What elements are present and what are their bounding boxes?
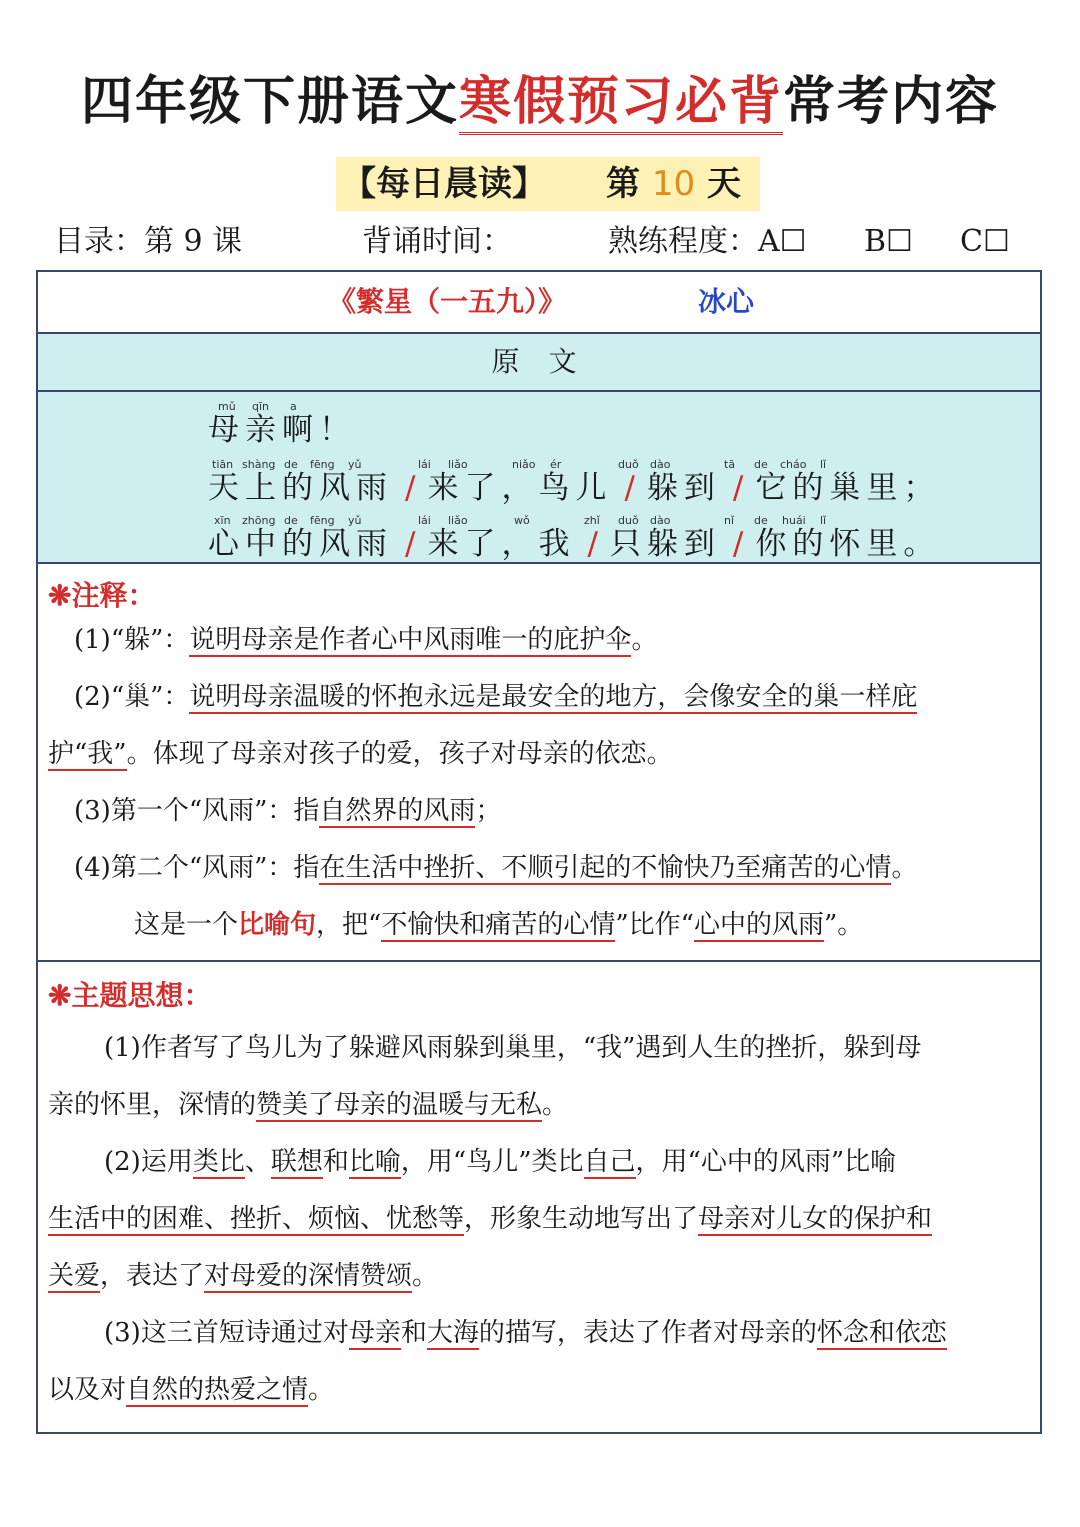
pinyin: huái	[782, 514, 806, 527]
theme-text: 和	[400, 1318, 427, 1348]
theme-text: 对母爱的深情赞颂	[204, 1261, 413, 1291]
poem-segment: 它的巢里；	[755, 470, 941, 506]
poem-author: 冰心	[698, 285, 755, 318]
note-text: 在生活中挫折、不顺引起的不愉快乃至痛苦的心情	[319, 853, 892, 883]
note-label: (1)“躲”：	[74, 625, 190, 655]
theme-text: 母亲对儿女的保护和	[698, 1204, 933, 1234]
day-counter	[606, 164, 741, 204]
poem-segment: 来了，我	[427, 526, 576, 562]
theme-heading: ❋主题思想：	[48, 979, 212, 1012]
note-label: (3)第一个“风雨”：指	[74, 796, 320, 826]
theme-section	[38, 962, 1040, 1434]
pinyin: duǒ	[618, 458, 639, 471]
pinyin: dào	[650, 514, 671, 527]
pinyin: lǐ	[820, 514, 827, 527]
pinyin: de	[284, 514, 298, 527]
theme-text: 大海	[426, 1318, 479, 1348]
note-2	[74, 679, 917, 715]
theme-text: ，表达了	[100, 1261, 205, 1291]
theme-text: 怀念和依恋	[816, 1318, 947, 1348]
pinyin: a	[290, 400, 297, 413]
pinyin: liǎo	[448, 514, 468, 527]
pause-slash: /	[732, 526, 744, 562]
theme-2-line-3	[48, 1258, 438, 1294]
note-text: 护“我”	[48, 739, 127, 769]
poem-segment: 你的怀里。	[755, 526, 941, 562]
note-text: 说明母亲温暖的怀抱永远是最安全的地方，会像安全的巢一样庇	[189, 682, 918, 712]
theme-text: 关爱	[48, 1261, 101, 1291]
pinyin: shàng	[242, 458, 276, 471]
pinyin: tiān	[212, 458, 234, 471]
theme-text: 和	[322, 1147, 349, 1177]
theme-text: 联想	[270, 1147, 323, 1177]
daily-label: 【每日晨读】	[342, 164, 546, 204]
theme-text: 类比	[192, 1147, 245, 1177]
note-4	[74, 850, 917, 886]
pinyin: fēng	[310, 458, 335, 471]
original-text-header: 原 文	[38, 334, 1040, 392]
pinyin: mǔ	[218, 400, 236, 413]
theme-text: (3)这三首短诗通过对	[104, 1318, 349, 1348]
pinyin: yǔ	[348, 458, 362, 471]
pinyin: xīn	[214, 514, 231, 527]
theme-text: ，用“鸟儿”类比	[400, 1147, 584, 1177]
pause-slash: /	[732, 470, 744, 506]
theme-1-line-2	[48, 1087, 568, 1123]
poem-title: 《繁星（一五九）》	[328, 285, 567, 318]
poem-segment: 只躲到	[609, 526, 721, 562]
theme-text: 亲的怀里，深情的	[48, 1090, 257, 1120]
pinyin: duǒ	[618, 514, 639, 527]
pause-slash: /	[624, 470, 635, 506]
poem-line-1: 母亲啊！	[208, 412, 356, 448]
pinyin: zhǐ	[584, 514, 600, 527]
catalog: 目录：第 9 课	[54, 224, 243, 259]
theme-text: 的描写，表达了作者对母亲的	[478, 1318, 817, 1348]
pinyin: liǎo	[448, 458, 468, 471]
note-label: (2)“巢”：	[74, 682, 190, 712]
pinyin: wǒ	[514, 514, 530, 527]
note-5	[134, 907, 863, 943]
title-part-1: 四年级下册语文	[80, 71, 459, 132]
note-label: (4)第二个“风雨”：指	[74, 853, 320, 883]
theme-text: 自然的热爱之情	[126, 1375, 309, 1405]
poem-segment: 躲到	[646, 470, 721, 506]
theme-text: 自己	[583, 1147, 636, 1177]
note-1	[74, 622, 657, 658]
notes-section	[38, 564, 1040, 962]
title-part-3: 常考内容	[783, 71, 1000, 132]
theme-text: 比喻	[348, 1147, 401, 1177]
poem-title-row	[38, 272, 1040, 334]
note-text: 说明母亲是作者心中风雨唯一的庇护伞	[189, 625, 632, 655]
pinyin: cháo	[780, 458, 807, 471]
poem-segment: 来了，鸟儿	[427, 470, 613, 506]
daily-reading-banner	[336, 157, 760, 211]
note-text: ”比作“	[615, 910, 694, 940]
theme-text: 生活中的困难、挫折、烦恼、忧愁等	[48, 1204, 465, 1234]
proficiency-option-a[interactable]: 熟练程度：A☐	[608, 224, 807, 259]
note-text: ”。	[823, 910, 864, 940]
pinyin: ér	[550, 458, 562, 471]
page-title	[0, 66, 1080, 138]
pinyin: qīn	[252, 400, 270, 413]
theme-text: 赞美了母亲的温暖与无私	[256, 1090, 543, 1120]
pinyin: de	[284, 458, 298, 471]
day-number: 10	[651, 164, 696, 204]
pinyin: lái	[418, 514, 431, 527]
note-2-cont	[48, 736, 673, 772]
theme-text: 。	[412, 1261, 439, 1291]
title-highlight: 寒假预习必背	[459, 71, 783, 135]
theme-text: 母亲	[348, 1318, 401, 1348]
proficiency-option-c[interactable]: C☐	[960, 224, 1010, 259]
note-text: 这是一个	[134, 910, 239, 940]
pinyin: lái	[418, 458, 431, 471]
theme-text: ，用“心中的风雨”比喻	[635, 1147, 897, 1177]
pinyin: nǐ	[724, 514, 735, 527]
poem-body	[38, 392, 1040, 564]
content-box	[36, 270, 1042, 1434]
pinyin: lǐ	[820, 458, 827, 471]
theme-2-line-2	[48, 1201, 932, 1237]
theme-2-line-1	[104, 1144, 896, 1180]
pinyin: dào	[650, 458, 671, 471]
pause-slash: /	[405, 470, 416, 506]
recite-time: 背诵时间：	[362, 224, 512, 259]
note-punct: 。	[891, 853, 918, 883]
theme-text: 、	[244, 1147, 271, 1177]
theme-text: ，形象生动地写出了	[464, 1204, 699, 1234]
pinyin: yǔ	[348, 514, 362, 527]
day-prefix: 第	[606, 164, 640, 204]
theme-3-line-2	[48, 1372, 334, 1408]
pinyin: niǎo	[512, 458, 536, 471]
note-text: ，把“	[316, 910, 382, 940]
theme-text: 。	[308, 1375, 335, 1405]
pause-slash: /	[587, 526, 598, 562]
note-punct: 。	[631, 625, 658, 655]
poem-segment: 心中的风雨	[208, 526, 393, 562]
note-text: 心中的风雨	[693, 910, 824, 940]
pinyin: fēng	[310, 514, 335, 527]
poem-line-3	[208, 518, 940, 563]
note-text: 自然界的风雨	[319, 796, 476, 826]
day-suffix: 天	[706, 164, 741, 204]
pinyin: de	[754, 458, 768, 471]
pinyin: de	[754, 514, 768, 527]
theme-text: 以及对	[48, 1375, 127, 1405]
pinyin: tā	[724, 458, 736, 471]
theme-1-line-1: (1)作者写了鸟儿为了躲避风雨躲到巢里，“我”遇到人生的挫折，躲到母	[104, 1033, 922, 1063]
poem-line-2	[208, 462, 940, 507]
theme-text: 。	[542, 1090, 569, 1120]
simile-highlight: 比喻句	[238, 910, 317, 940]
pinyin: zhōng	[242, 514, 276, 527]
note-text: 不愉快和痛苦的心情	[381, 910, 616, 940]
note-3	[74, 793, 501, 829]
note-punct: ；	[475, 796, 502, 826]
theme-text: (2)运用	[104, 1147, 193, 1177]
poem-segment: 天上的风雨	[208, 470, 393, 506]
notes-heading: ❋注释：	[48, 579, 156, 612]
theme-3-line-1	[104, 1315, 947, 1351]
note-text: 。体现了母亲对孩子的爱，孩子对母亲的依恋。	[126, 739, 673, 769]
pause-slash: /	[405, 526, 416, 562]
proficiency-option-b[interactable]: B☐	[864, 224, 913, 259]
